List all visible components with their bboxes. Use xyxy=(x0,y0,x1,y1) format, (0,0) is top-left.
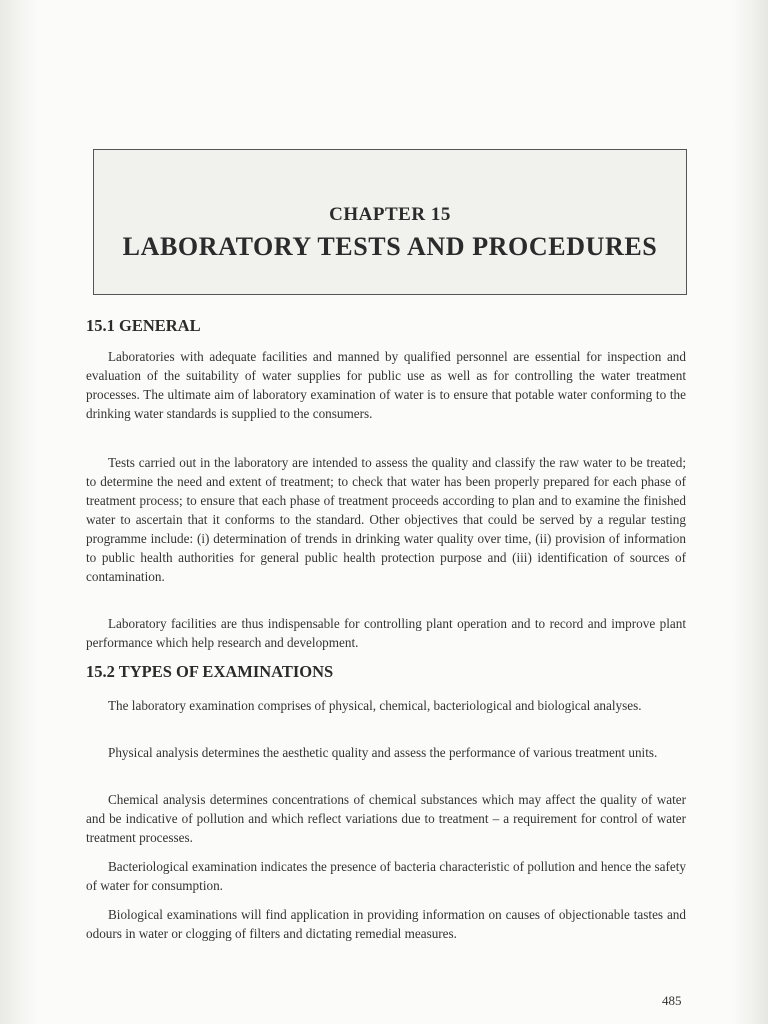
section-heading-general: 15.1 GENERAL xyxy=(86,316,201,335)
paragraph: Laboratories with adequate facilities and manned by qualified personnel are essential for inspection and evaluation of the suitability of water supplies for public use as well as for controlling the water treatment processes. The ultimate aim of laboratory examination of water is to ensure that potable water conforming to the drinking water standards is supplied to the consumers. xyxy=(86,349,686,421)
chapter-title: LABORATORY TESTS AND PROCEDURES xyxy=(122,232,658,261)
paragraph: Biological examinations will find application in providing information on causes of objectionable tastes and odours in water or clogging of filters and dictating remedial measures. xyxy=(86,907,686,941)
chapter-number: CHAPTER 15 xyxy=(329,204,451,225)
paragraph: Chemical analysis determines concentrations of chemical substances which may affect the quality of water and be indicative of pollution and which reflect variations due to treatment – a requirement for control of water treatment processes. xyxy=(86,792,686,845)
paragraph: Physical analysis determines the aesthetic quality and assess the performance of various treatment units. xyxy=(108,745,658,760)
paragraph: Bacteriological examination indicates the presence of bacteria characteristic of pollution and hence the safety of water for consumption. xyxy=(86,859,686,893)
chapter-header-box xyxy=(93,149,687,295)
paragraph: Laboratory facilities are thus indispensable for controlling plant operation and to record and improve plant performance which help research and development. xyxy=(86,616,686,650)
scan-edge-left xyxy=(0,0,38,1024)
page-number: 485 xyxy=(662,993,682,1008)
section-heading-types-of-examinations: 15.2 TYPES OF EXAMINATIONS xyxy=(86,662,334,681)
paragraph: The laboratory examination comprises of physical, chemical, bacteriological and biological analyses. xyxy=(108,698,642,713)
scan-edge-right xyxy=(732,0,768,1024)
paragraph: Tests carried out in the laboratory are intended to assess the quality and classify the raw water to be treated; to determine the need and extent of treatment; to check that water has been properly prepared for each phase of treatment process; to ensure that each phase of treatment proceeds according to plan and to examine the finished water to ascertain that it conforms to the standard. Other objectives that could be served by a regular testing programme include: (i) determination of trends in drinking water quality over time, (ii) provision of information to public health authorities for general public health protection purpose and (iii) identification of sources of contamination. xyxy=(86,455,686,584)
